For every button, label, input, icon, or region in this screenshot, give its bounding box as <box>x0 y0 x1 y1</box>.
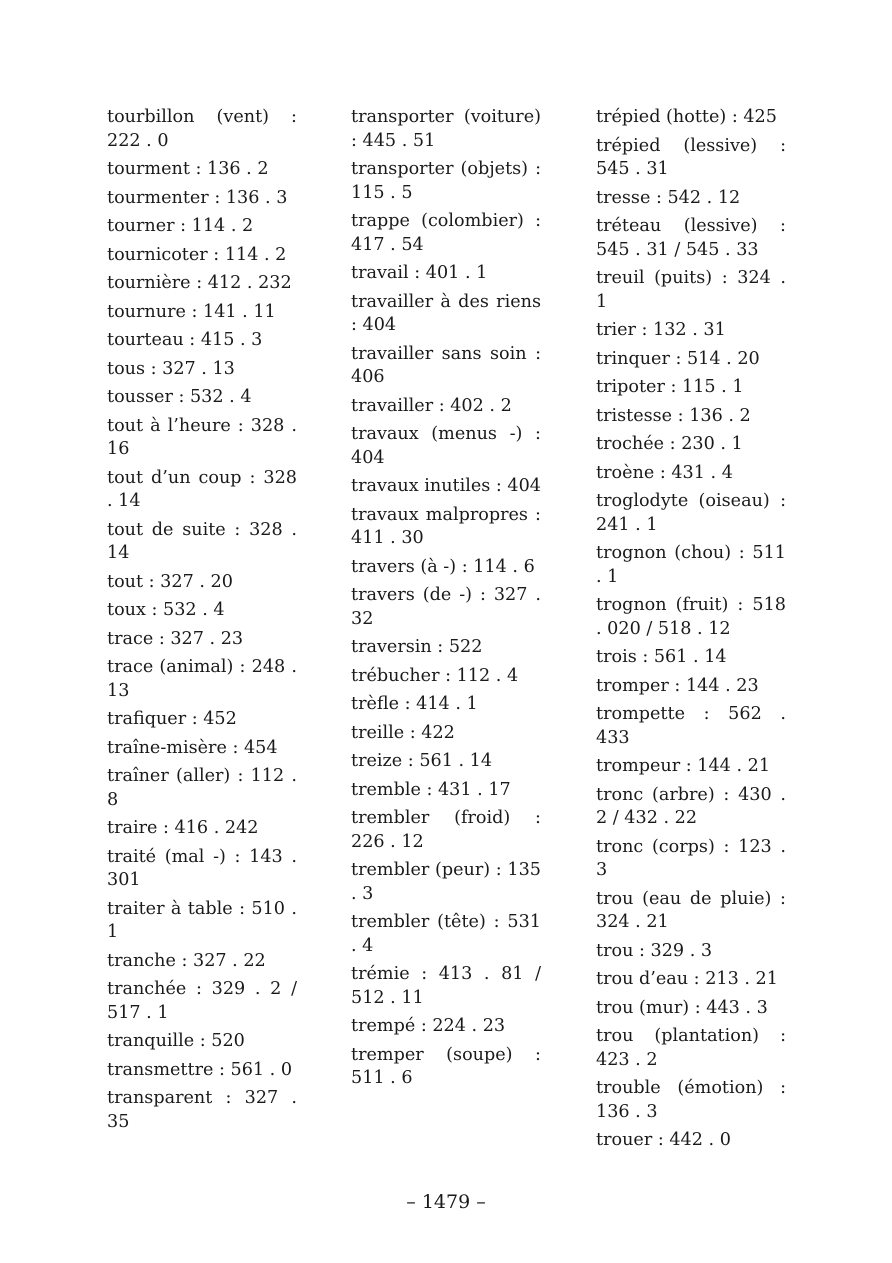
index-entry: troglodyte (oiseau) : 241 . 1 <box>596 491 786 535</box>
index-entry: trafiquer : 452 <box>107 709 237 729</box>
index-entry: trompeur : 144 . 21 <box>596 756 771 776</box>
index-entry: trier : 132 . 31 <box>596 320 726 340</box>
index-entry: trembler (peur) : 135 . 3 <box>351 860 541 904</box>
index-entry: traîner (aller) : 112 . 8 <box>107 766 297 810</box>
index-entry: troène : 431 . 4 <box>596 462 733 483</box>
index-entry: tournure : 141 . 11 <box>107 301 276 322</box>
index-entry: transparent : 327 . 35 <box>107 1088 297 1132</box>
index-entry: trempé : 224 . 23 <box>351 1016 506 1036</box>
index-entry: tremper (soupe) : 511 . 6 <box>351 1044 541 1088</box>
index-entry: tourteau : 415 . 3 <box>107 330 263 350</box>
index-entry: transporter (objets) : 115 . 5 <box>351 159 541 203</box>
index-entry: trognon (chou) : 511 . 1 <box>596 543 786 587</box>
index-entry: tournicoter : 114 . 2 <box>107 244 287 265</box>
index-entry: transporter (voiture) : 445 . 51 <box>351 107 541 151</box>
index-entry: trochée : 230 . 1 <box>596 434 743 454</box>
index-entry: tournière : 412 . 232 <box>107 273 292 293</box>
index-entry: travaux inutiles : 404 <box>351 476 541 496</box>
index-entry: tripoter : 115 . 1 <box>596 377 744 397</box>
index-entry: tout d’un coup : 328 . 14 <box>107 467 297 511</box>
index-entry: travail : 401 . 1 <box>351 263 488 283</box>
index-entry: tourbillon (vent) : 222 . 0 <box>107 107 297 151</box>
index-entry: tout à l’heure : 328 . 16 <box>107 415 297 459</box>
index-entry: travaux (menus -) : 404 <box>351 424 541 468</box>
index-entry: tout : 327 . 20 <box>107 571 233 592</box>
index-entry: tous : 327 . 13 <box>107 358 235 379</box>
index-entry: toux : 532 . 4 <box>107 600 225 620</box>
index-entry: treille : 422 <box>351 722 455 743</box>
index-entry: tréteau (lessive) : 545 . 31 / 545 . 33 <box>596 216 786 260</box>
index-entry: tronc (corps) : 123 . 3 <box>596 836 786 880</box>
index-entry: tourment : 136 . 2 <box>107 159 269 179</box>
index-entry: tourmenter : 136 . 3 <box>107 187 288 208</box>
index-entry: trace : 327 . 23 <box>107 628 244 649</box>
index-entry: tranquille : 520 <box>107 1031 245 1051</box>
index-entry: traversin : 522 <box>351 637 483 657</box>
index-entry: travaux malpropres : 411 . 30 <box>351 504 541 548</box>
index-entry: tranchée : 329 . 2 / 517 . 1 <box>107 979 297 1023</box>
index-entry: tranche : 327 . 22 <box>107 950 266 971</box>
index-entry: travailler sans soin : 406 <box>351 343 541 387</box>
index-entry: tromper : 144 . 23 <box>596 675 759 696</box>
page-number: – 1479 – <box>406 1191 486 1213</box>
index-entry: tremble : 431 . 17 <box>351 779 511 800</box>
index-entry: tristesse : 136 . 2 <box>596 405 751 426</box>
index-entry: traité (mal -) : 143 . 301 <box>107 846 297 890</box>
index-entry: trognon (fruit) : 518 . 020 / 518 . 12 <box>596 595 786 639</box>
index-entry: trou (mur) : 443 . 3 <box>596 997 768 1018</box>
index-column-1 <box>107 106 297 1139</box>
index-entry: trémie : 413 . 81 / 512 . 11 <box>351 964 541 1008</box>
index-entry: trace (animal) : 248 . 13 <box>107 657 297 701</box>
index-entry: tousser : 532 . 4 <box>107 387 252 407</box>
index-entry: travers (à -) : 114 . 6 <box>351 556 535 577</box>
index-entry: trépied (lessive) : 545 . 31 <box>596 135 786 179</box>
index-column-2 <box>351 106 541 1096</box>
index-entry: trou (eau de pluie) : 324 . 21 <box>596 888 786 932</box>
index-column-3 <box>596 106 786 1158</box>
index-entry: trouer : 442 . 0 <box>596 1130 731 1150</box>
index-entry: trèfle : 414 . 1 <box>351 694 478 714</box>
index-entry: trembler (froid) : 226 . 12 <box>351 808 541 852</box>
index-entry: trinquer : 514 . 20 <box>596 348 760 369</box>
index-entry: trembler (tête) : 531 . 4 <box>351 912 541 956</box>
index-entry: trébucher : 112 . 4 <box>351 665 519 686</box>
index-entry: trompette : 562 . 433 <box>596 704 786 748</box>
index-entry: treuil (puits) : 324 . 1 <box>596 268 786 312</box>
index-entry: trou : 329 . 3 <box>596 940 713 961</box>
index-entry: travailler à des riens : 404 <box>351 291 541 335</box>
index-entry: tronc (arbre) : 430 . 2 / 432 . 22 <box>596 784 786 828</box>
index-entry: trouble (émotion) : 136 . 3 <box>596 1078 786 1122</box>
index-entry: tresse : 542 . 12 <box>596 187 741 208</box>
index-entry: traîne-misère : 454 <box>107 737 278 758</box>
index-entry: traiter à table : 510 . 1 <box>107 898 297 942</box>
index-entry: travailler : 402 . 2 <box>351 395 512 416</box>
index-entry: tout de suite : 328 . 14 <box>107 519 297 563</box>
index-entry: transmettre : 561 . 0 <box>107 1059 293 1080</box>
index-entry: traire : 416 . 242 <box>107 818 259 838</box>
index-entry: trappe (colombier) : 417 . 54 <box>351 211 541 255</box>
index-entry: trois : 561 . 14 <box>596 647 727 667</box>
index-entry: trépied (hotte) : 425 <box>596 107 777 127</box>
index-entry: treize : 561 . 14 <box>351 751 493 771</box>
index-entry: trou d’eau : 213 . 21 <box>596 969 778 989</box>
index-entry: travers (de -) : 327 . 32 <box>351 585 541 629</box>
index-entry: tourner : 114 . 2 <box>107 216 254 236</box>
index-entry: trou (plantation) : 423 . 2 <box>596 1026 786 1070</box>
